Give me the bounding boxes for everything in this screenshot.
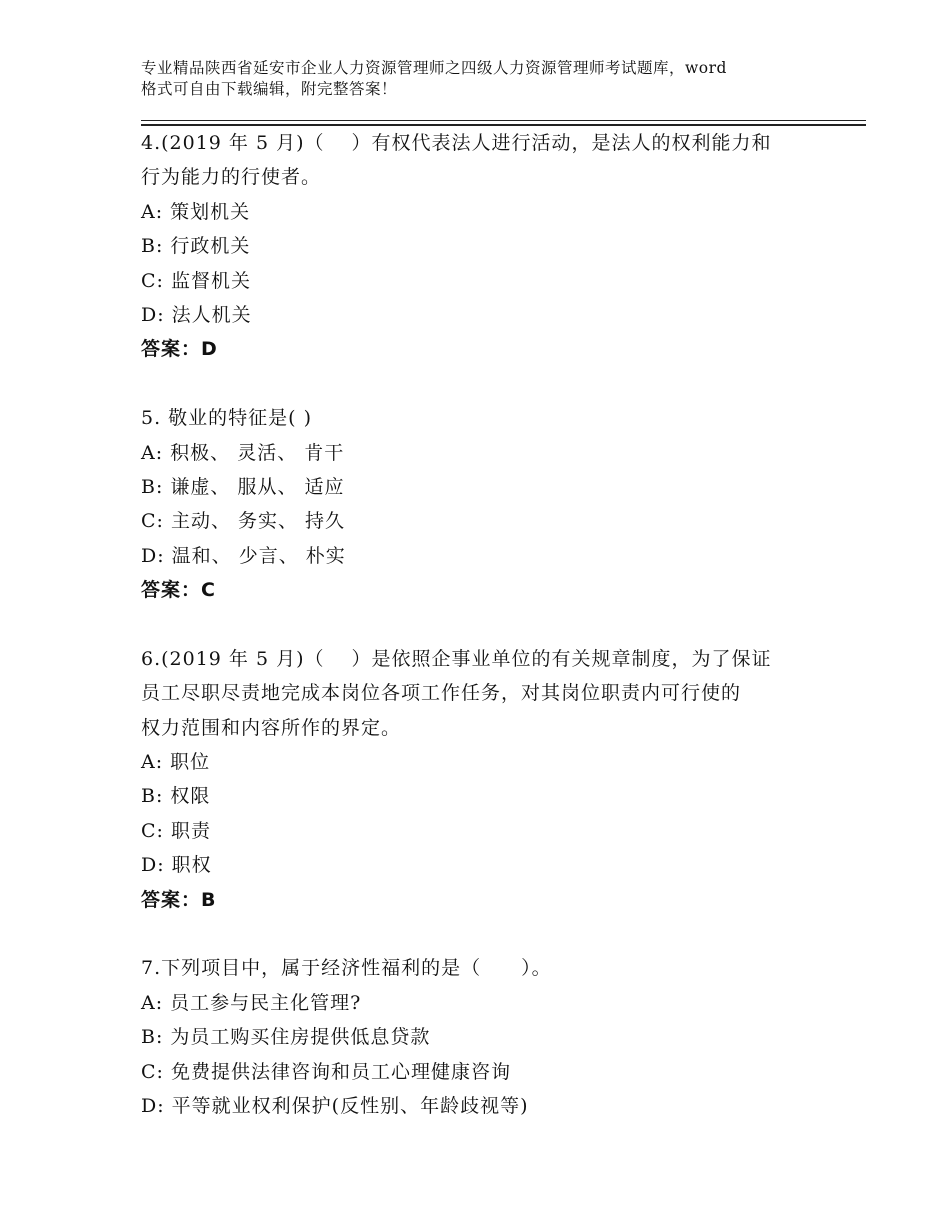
option-b: B: 行政机关: [141, 235, 251, 258]
option-d: D: 职权: [141, 854, 212, 877]
option-a: A: 员工参与民主化管理?: [141, 991, 362, 1014]
option-c: C: 免费提供法律咨询和员工心理健康咨询: [141, 1060, 511, 1083]
question-stem: 7.下列项目中，属于经济性福利的是（ ）。: [141, 957, 552, 980]
option-d: D: 平等就业权利保护(反性别、年龄歧视等): [141, 1094, 529, 1117]
answer: 答案：D: [141, 338, 218, 361]
answer: 答案：C: [141, 579, 216, 602]
option-c: C: 主动、 务实、 持久: [141, 510, 346, 533]
spacer: [141, 607, 821, 641]
question-stem: 行为能力的行使者。: [141, 166, 322, 189]
question-7: [141, 951, 821, 1123]
spacer: [141, 917, 821, 951]
header-line-1: 专业精品陕西省延安市企业人力资源管理师之四级人力资源管理师考试题库，word: [141, 59, 727, 77]
question-stem: 员工尽职尽责地完成本岗位各项工作任务，对其岗位职责内可行使的: [141, 682, 742, 705]
option-c: C: 监督机关: [141, 269, 251, 292]
question-6: [141, 642, 821, 917]
question-4: [141, 126, 821, 367]
option-b: B: 为员工购买住房提供低息贷款: [141, 1026, 431, 1049]
question-5: [141, 401, 821, 607]
header-rule-thin: [141, 120, 866, 121]
option-d: D: 法人机关: [141, 303, 252, 326]
option-b: B: 权限: [141, 785, 211, 808]
answer: 答案：B: [141, 888, 217, 911]
spacer: [141, 367, 821, 401]
question-stem: 5. 敬业的特征是( ): [141, 407, 313, 430]
question-stem: 权力范围和内容所作的界定。: [141, 716, 402, 739]
option-c: C: 职责: [141, 819, 211, 842]
option-d: D: 温和、 少言、 朴实: [141, 544, 346, 567]
option-b: B: 谦虚、 服从、 适应: [141, 475, 345, 498]
document-header: [141, 58, 841, 100]
question-list: [141, 126, 821, 1123]
header-line-2: 格式可自由下载编辑，附完整答案！: [141, 80, 398, 98]
question-stem: 4.(2019 年 5 月)（ ）有权代表法人进行活动，是法人的权利能力和: [141, 132, 772, 154]
question-stem: 6.(2019 年 5 月)（ ）是依照企事业单位的有关规章制度，为了保证: [141, 647, 772, 670]
option-a: A: 职位: [141, 751, 211, 774]
option-a: A: 策划机关: [141, 200, 251, 223]
option-a: A: 积极、 灵活、 肯干: [141, 441, 345, 464]
